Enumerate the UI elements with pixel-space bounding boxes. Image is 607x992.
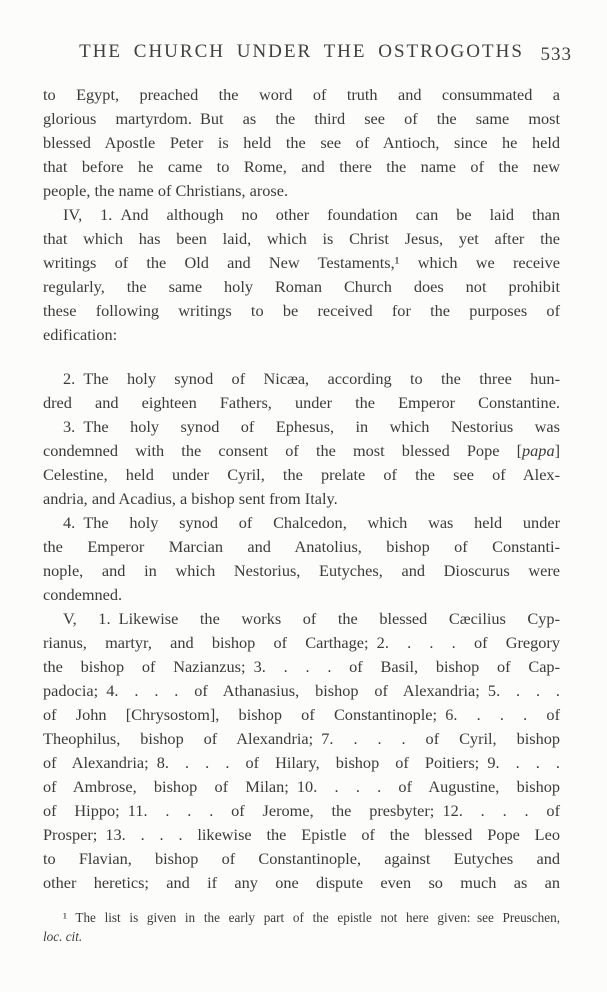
text-line: of Ambrose, bishop of Milan; 10. . . . of Augustine, bishop [43, 777, 560, 796]
text-line: 3. The holy synod of Ephesus, in which Nestorius was [63, 417, 560, 436]
footnote [43, 909, 560, 946]
text-line: people, the name of Christians, arose. [43, 181, 289, 200]
text-line: condemned. [43, 585, 123, 604]
text-line: of Alexandria; 8. . . . of Hilary, bishop of Poitiers; 9. . . . [43, 753, 560, 772]
text-line: loc. cit. [43, 928, 83, 944]
page-number: 533 [540, 44, 572, 65]
paragraph [43, 83, 560, 203]
text-line: that before he came to Rome, and there the name of the new [43, 157, 560, 176]
paragraph [43, 203, 560, 347]
text-line: other heretics; and if any one dispute even so much as an [43, 873, 560, 892]
running-header [43, 40, 572, 65]
text-line: ¹ The list is given in the early part of the epistle not here given: see Preuschen, [63, 910, 560, 925]
text-line: condemned with the consent of the most blessed Pope [papa] [43, 441, 560, 460]
text-line: the bishop of Nazianzus; 3. . . . of Basil, bishop of Cap- [43, 657, 560, 676]
text-line: Theophilus, bishop of Alexandria; 7. . . . of Cyril, bishop [43, 729, 560, 748]
header-title: THE CHURCH UNDER THE OSTROGOTHS [79, 41, 524, 62]
text-line: V, 1. Likewise the works of the blessed Cæcilius Cyp- [63, 609, 560, 628]
paragraph [43, 607, 560, 895]
text-line: dred and eighteen Fathers, under the Emperor Constantine. [43, 393, 560, 412]
text-line: blessed Apostle Peter is held the see of Antioch, since he held [43, 133, 560, 152]
text-line: 2. The holy synod of Nicæa, according to the three hun- [63, 369, 560, 388]
text-line: rianus, martyr, and bishop of Carthage; 2. . . . of Gregory [43, 633, 560, 652]
text-line: 4. The holy synod of Chalcedon, which was held under [63, 513, 560, 532]
text-line: to Egypt, preached the word of truth and consummated a [43, 85, 560, 104]
paragraph [43, 415, 560, 511]
text-line: to Flavian, bishop of Constantinople, against Eutyches and [43, 849, 560, 868]
text-line: IV, 1. And although no other foundation can be laid than [63, 205, 560, 224]
text-line: glorious martyrdom. But as the third see of the same most [43, 109, 560, 128]
text-line: andria, and Acadius, a bishop sent from Italy. [43, 489, 338, 508]
paragraph [43, 511, 560, 607]
body-text [43, 83, 560, 895]
text-line: the Emperor Marcian and Anatolius, bishop of Constanti- [43, 537, 560, 556]
text-line: Prosper; 13. . . . likewise the Epistle of the blessed Pope Leo [43, 825, 560, 844]
text-line: edification: [43, 325, 118, 344]
text-line: Celestine, held under Cyril, the prelate of the see of Alex- [43, 465, 560, 484]
text-line: these following writings to be received for the purposes of [43, 301, 560, 320]
text-line: that which has been laid, which is Christ Jesus, yet after the [43, 229, 560, 248]
paragraph [43, 367, 560, 415]
text-line: nople, and in which Nestorius, Eutyches, and Dioscurus were [43, 561, 560, 580]
text-line: of Hippo; 11. . . . of Jerome, the presbyter; 12. . . . of [43, 801, 560, 820]
text-line: writings of the Old and New Testaments,¹ which we receive [43, 253, 560, 272]
text-line: regularly, the same holy Roman Church does not prohibit [43, 277, 560, 296]
text-line: padocia; 4. . . . of Athanasius, bishop of Alexandria; 5. . . . [43, 681, 560, 700]
text-line: of John [Chrysostom], bishop of Constantinople; 6. . . . of [43, 705, 560, 724]
